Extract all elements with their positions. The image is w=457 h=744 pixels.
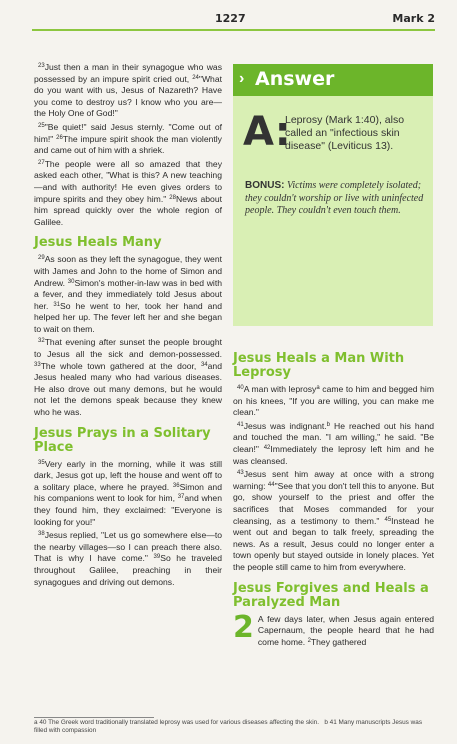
section-heading-leprosy: Jesus Heals a Man With Leprosy bbox=[233, 351, 405, 380]
footnote-a: a 40 The Greek word traditionally translated leprosy was used for various diseases affecting the skin. bbox=[34, 719, 320, 726]
verse-text: Simon's mother-in-law was in bed with a fever, and they immediately told Jesus about her. bbox=[34, 277, 222, 311]
verse-text: Jesus sent him away at once with a strong warning: bbox=[233, 469, 434, 491]
verse-text: Very early in the morning, while it was still dark, Jesus got up, left the house and went off to a solitary place, where he prayed. bbox=[34, 458, 222, 492]
verse-text: "See that you don't tell this to anyone. But go, show yourself to the priest and offer the sacrifices that Moses commanded for your cleansing, as a testimony to them." bbox=[233, 480, 434, 526]
verse-number: 27 bbox=[38, 159, 45, 166]
verse-text: As soon as they left the synagogue, they went with James and John to the home of Simon and Andrew. bbox=[34, 254, 222, 288]
verse-number: 37 bbox=[177, 494, 185, 501]
verse-number: 42 bbox=[263, 444, 271, 451]
verse-number: 35 bbox=[38, 459, 45, 466]
verse-number: 41 bbox=[237, 421, 244, 428]
bonus-text: Victims were completely isolated; they couldn't worship or live with uninfected people. They couldn't even touch them. bbox=[245, 180, 424, 216]
verse-text: He reached out his hand and touched the man. "I am willing," he said. "Be clean!" bbox=[233, 420, 434, 454]
section-heading-paralyzed: Jesus Forgives and Heals a Paralyzed Man bbox=[233, 580, 429, 610]
verse-text: and when they found him, they exclaimed: "Everyone is looking for you!" bbox=[34, 493, 222, 527]
answer-bonus bbox=[245, 180, 427, 218]
paragraph-chapter-start bbox=[233, 609, 434, 649]
page-number: 1227 bbox=[215, 12, 246, 25]
verse-text: A man with leprosy bbox=[243, 384, 317, 394]
chapter-text: A few days later, when Jesus again entered Capernaum, the people heard that he had come home. bbox=[257, 613, 434, 647]
paragraph bbox=[233, 421, 434, 467]
verse-text: So he went to her, took her hand and helped her up. The fever left her and she began to wait on them. bbox=[34, 300, 222, 334]
footnotes bbox=[34, 719, 434, 735]
verse-number: 24 bbox=[192, 74, 199, 81]
paragraph bbox=[233, 469, 434, 573]
verse-number: 40 bbox=[237, 385, 244, 391]
paragraph bbox=[34, 254, 222, 335]
verse-number: 39 bbox=[153, 554, 161, 561]
verse-number: 44 bbox=[267, 481, 275, 488]
verse-number: 30 bbox=[67, 278, 75, 285]
paragraph bbox=[34, 459, 222, 529]
verse-number: 33 bbox=[34, 361, 41, 368]
verse-text: Simon and his companions went to look for him, bbox=[34, 481, 222, 504]
paragraph bbox=[34, 159, 222, 229]
verse-text: "What do you want with us, Jesus of Nazareth? Have you come to destroy us? I know who you are—the Holy One of God!" bbox=[34, 73, 222, 119]
header-rule bbox=[32, 29, 435, 31]
verse-text: "Be quiet!" said Jesus sternly. "Come out of him!" bbox=[34, 121, 222, 144]
verse-number: 36 bbox=[172, 482, 180, 489]
verse-text: Jesus replied, "Let us go somewhere else—to the nearby villages—so I can preach there also. That is why I have come." bbox=[34, 530, 222, 564]
verse-number: 31 bbox=[53, 301, 61, 308]
verse-text: The impure spirit shook the man violently and came out of him with a shriek. bbox=[34, 133, 222, 156]
verse-number: 28 bbox=[169, 194, 176, 201]
verse-number: b bbox=[326, 421, 330, 428]
verse-text: Immediately the leprosy left him and he was cleansed. bbox=[233, 443, 434, 466]
paragraph bbox=[233, 384, 434, 419]
verse-text: came to him and begged him on his knees, "If you are willing, you can make me clean." bbox=[233, 384, 435, 418]
verse-text: Just then a man in their synagogue who was possessed by an impure spirit cried out, bbox=[34, 62, 222, 84]
page-header bbox=[0, 0, 457, 36]
verse-text: That evening after sunset the people brought to Jesus all the sick and demon-possessed. bbox=[34, 337, 222, 360]
verse-number: 38 bbox=[38, 531, 45, 538]
paragraph bbox=[34, 122, 222, 157]
answer-header bbox=[233, 64, 433, 96]
answer-title: Answer bbox=[255, 68, 335, 90]
paragraph bbox=[34, 337, 222, 418]
verse-number: 34 bbox=[200, 361, 208, 368]
verse-text: The people were all so amazed that they asked each other, "What is this? A new teaching—and with authority! He even gives orders to impure spirits and they obey him." bbox=[34, 158, 222, 204]
paragraph bbox=[34, 530, 222, 588]
verse-number: 2 bbox=[307, 637, 311, 644]
verse-number: a bbox=[316, 385, 320, 391]
verse-number: 23 bbox=[38, 63, 45, 69]
section-heading-heals-many: Jesus Heals Many bbox=[34, 235, 162, 251]
bonus-label: BONUS: bbox=[245, 180, 285, 191]
verse-text: They gathered bbox=[310, 636, 367, 647]
paragraph bbox=[34, 62, 222, 120]
chevron-right-icon: › bbox=[239, 70, 245, 87]
answer-box bbox=[233, 64, 433, 326]
verse-number: 45 bbox=[384, 516, 392, 523]
verse-number: 29 bbox=[38, 255, 45, 262]
right-column bbox=[233, 344, 434, 650]
answer-letter: A: bbox=[243, 109, 291, 155]
verse-text: The whole town gathered at the door, bbox=[40, 360, 201, 371]
section-heading-prays: Jesus Prays in a Solitary Place bbox=[34, 425, 211, 455]
verse-number: 26 bbox=[56, 134, 63, 141]
verse-text: So he traveled throughout Galilee, preaching in their synagogues and driving out demons. bbox=[34, 553, 222, 587]
answer-text: Leprosy (Mark 1:40), also called an "infectious skin disease" (Leviticus 13). bbox=[285, 114, 405, 152]
verse-text: News about him spread quickly over the whole region of Galilee. bbox=[34, 193, 222, 227]
verse-text: Jesus was indignant. bbox=[243, 420, 327, 431]
chapter-dropcap: 2 bbox=[233, 609, 254, 645]
verse-number: 25 bbox=[38, 122, 45, 129]
verse-text: Instead he went out and began to talk freely, spreading the news. As a result, Jesus could no longer enter a town openly but stayed outside in lonely places. Yet the people still came to him from everywhere. bbox=[233, 515, 434, 572]
verse-number: 32 bbox=[38, 338, 45, 345]
verse-group bbox=[308, 637, 367, 647]
footnote-b: b 41 Many manuscripts Jesus was filled with compassion bbox=[34, 719, 423, 734]
left-column bbox=[34, 62, 222, 590]
verse-text: and Jesus healed many who had various diseases. He also drove out many demons, but he would not let the demons speak because they knew who he was. bbox=[34, 360, 222, 418]
book-chapter: Mark 2 bbox=[392, 12, 435, 25]
footnote-rule bbox=[34, 717, 154, 718]
verse-number: 43 bbox=[237, 470, 244, 477]
